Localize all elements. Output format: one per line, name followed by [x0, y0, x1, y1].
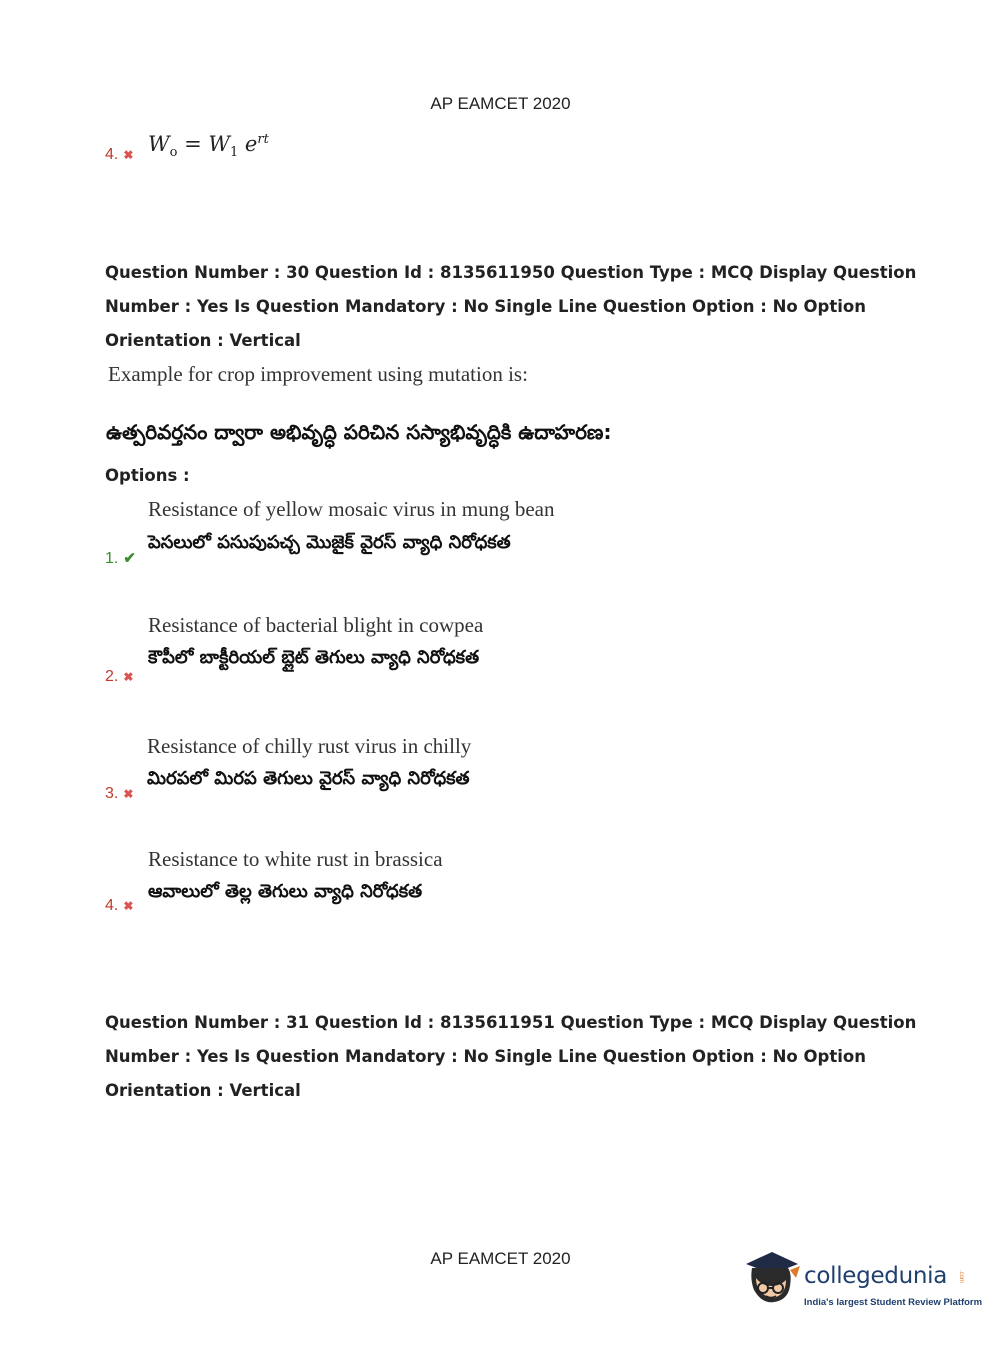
option-4-text-en: Resistance to white rust in brassica — [148, 847, 443, 871]
option-number: 4. — [105, 897, 119, 914]
logo-com: .com — [958, 1270, 964, 1284]
option-2-text-te: కౌపీలో బాక్టీరియల్ బ్లైట్ తెగులు వ్యాధి నిరోధకత — [148, 647, 480, 668]
option-3-text-en: Resistance of chilly rust virus in chilly — [147, 734, 472, 758]
question-30-meta — [105, 256, 917, 358]
formula-part: = — [177, 132, 209, 156]
option-number: 2. — [105, 668, 119, 685]
formula-part: 1 — [229, 145, 239, 161]
logo-wordmark: collegedunia — [804, 1263, 948, 1289]
page-header: AP EAMCET 2020 — [430, 94, 571, 113]
meta-line: Question Number : 31 Question Id : 8135611951 Question Type : MCQ Display Question — [105, 1013, 917, 1032]
logo-tagline: India's largest Student Review Platform — [804, 1297, 983, 1308]
option-4-number — [105, 897, 133, 915]
formula-part: rt — [257, 132, 269, 147]
formula-part: o — [169, 145, 178, 161]
option-number: 4. — [105, 146, 119, 163]
cross-icon: ✖ — [123, 148, 134, 162]
option-3-text-te: మిరపలో మిరప తెగులు వైరస్ వ్యాధి నిరోధకత — [147, 768, 470, 789]
option-1-text-en: Resistance of yellow mosaic virus in mung bean — [148, 497, 555, 521]
formula-part: W — [208, 132, 230, 156]
check-icon: ✔ — [123, 550, 136, 567]
cross-icon: ✖ — [123, 899, 134, 913]
option-2-number — [105, 668, 133, 686]
page-footer: AP EAMCET 2020 — [430, 1249, 571, 1268]
option-1-number — [105, 549, 136, 568]
meta-line: Number : Yes Is Question Mandatory : No Single Line Question Option : No Option — [105, 297, 866, 316]
prev-option-4-formula — [148, 132, 269, 160]
option-3-number — [105, 785, 133, 803]
option-number: 1. — [105, 550, 119, 567]
meta-line: Orientation : Vertical — [105, 1081, 301, 1100]
cross-icon: ✖ — [123, 787, 134, 801]
collegedunia-logo-icon — [742, 1250, 802, 1318]
option-number: 3. — [105, 785, 119, 802]
formula-part: e — [238, 132, 258, 156]
option-4-text-te: ఆవాలులో తెల్ల తెగులు వ్యాధి నిరోధకత — [148, 881, 423, 902]
question-31-meta — [105, 1006, 917, 1108]
formula-part: W — [148, 132, 170, 156]
prev-option-4-number — [105, 146, 133, 164]
cross-icon: ✖ — [123, 670, 134, 684]
option-1-text-te: పెసలులో పసుపుపచ్చ మొజైక్ వైరస్ వ్యాధి నిరోధకత — [148, 532, 511, 553]
option-2-text-en: Resistance of bacterial blight in cowpea — [148, 613, 484, 637]
question-30-text-en: Example for crop improvement using mutation is: — [108, 362, 528, 386]
question-30-text-te: ఉత్పరివర్తనం ద్వారా అభివృద్ధి పరిచిన సస్యాభివృద్ధికి ఉదాహరణ: — [106, 420, 612, 444]
options-label: Options : — [105, 466, 190, 485]
meta-line: Number : Yes Is Question Mandatory : No Single Line Question Option : No Option — [105, 1047, 866, 1066]
meta-line: Question Number : 30 Question Id : 8135611950 Question Type : MCQ Display Question — [105, 263, 917, 282]
meta-line: Orientation : Vertical — [105, 331, 301, 350]
